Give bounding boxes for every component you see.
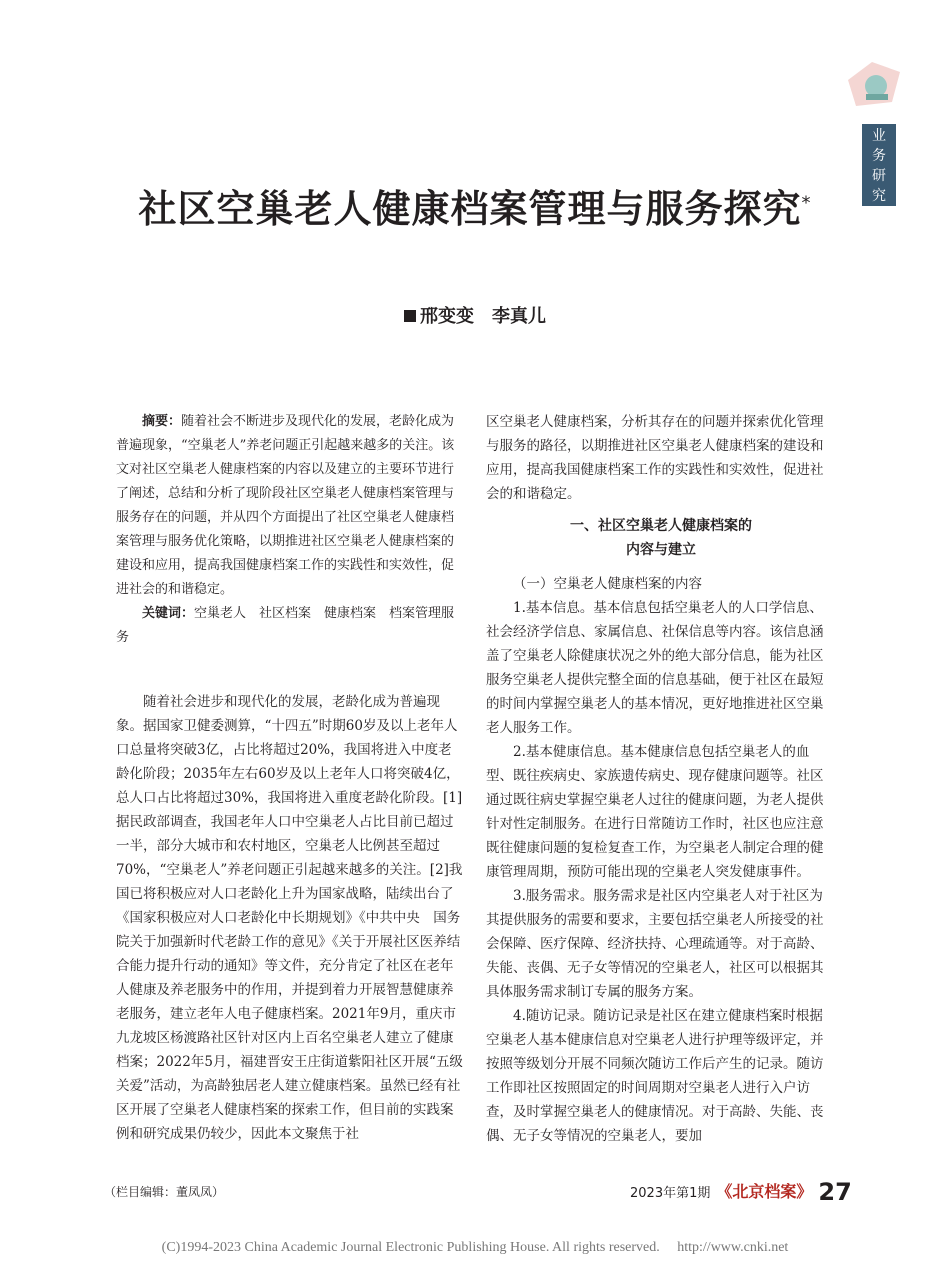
section-heading-line-1: 一、社区空巢老人健康档案的 (570, 518, 752, 534)
decorative-logo-icon (842, 58, 906, 110)
subsection-heading: （一）空巢老人健康档案的内容 (513, 576, 702, 592)
keywords-text: 空巢老人 社区档案 健康档案 档案管理服务 (116, 606, 455, 645)
issue-info (630, 1178, 852, 1206)
copyright-notice: (C)1994-2023 China Academic Journal Electronic Publishing House. All rights reserved. http://www.cnki.net (161, 1240, 789, 1255)
abstract (116, 410, 464, 650)
item-paragraph: 2.基本健康信息。基本健康信息包括空巢老人的血型、既往疾病史、家族遗传病史、现存健康问题等。社区通过既往病史掌握空巢老人过往的健康问题，为老人提供针对性定制服务。在进行日常随访工作时，社区也应注意既往健康问题的复检复查工作，为空巢老人制定合理的健康管理周期，预防可能出现的空巢老人突发健康事件。 (486, 744, 824, 880)
abstract-label: 摘要： (142, 414, 182, 429)
keywords-label: 关键词： (142, 606, 195, 621)
left-column-body (116, 690, 464, 1146)
item-paragraph: 3.服务需求。服务需求是社区内空巢老人对于社区为其提供服务的需要和要求，主要包括空巢老人所接受的社会保障、医疗保障、经济扶持、心理疏通等。对于高龄、失能、丧偶、无子女等情况的空巢老人，社区可以根据其具体服务需求制订专属的服务方案。 (486, 888, 824, 1000)
intro-continued-paragraph: 区空巢老人健康档案，分析其存在的问题并探索优化管理与服务的路径，以期推进社区空巢老人健康档案的建设和应用，提高我国健康档案工作的实践性和实效性，促进社会的和谐稳定。 (486, 414, 824, 502)
item-paragraph: 1.基本信息。基本信息包括空巢老人的人口学信息、社会经济学信息、家属信息、社保信息等内容。该信息涵盖了空巢老人除健康状况之外的绝大部分信息，能为社区服务空巢老人提供完整全面的信息基础，便于社区在最短的时间内掌握空巢老人的基本情况，更好地推进社区空巢老人服务工作。 (486, 600, 824, 736)
authors-text: 邢变变 李真儿 (420, 306, 546, 327)
abstract-text: 随着社会不断进步及现代化的发展，老龄化成为普遍现象，“空巢老人”养老问题正引起越来越多的关注。该文对社区空巢老人健康档案的内容以及建立的主要环节进行了阐述，总结和分析了现阶段社区空巢老人健康档案管理与服务存在的问题，并从四个方面提出了社区空巢老人健康档案管理与服务优化策略，以期推进社区空巢老人健康档案的建设和应用，提高我国健康档案工作的实践性和实效性，促进社会的和谐稳定。 (116, 414, 455, 597)
item-paragraph: 4.随访记录。随访记录是社区在建立健康档案时根据空巢老人基本健康信息对空巢老人进行护理等级评定，并按照等级划分开展不同频次随访工作后产生的记录。随访工作即社区按照固定的时间周期对空巢老人进行入户访查，及时掌握空巢老人的健康情况。对于高龄、失能、丧偶、无子女等情况的空巢老人，要加 (486, 1008, 824, 1144)
column-editor: （栏目编辑：董凤凤） (104, 1185, 225, 1199)
right-column-body (486, 410, 836, 1148)
authors (0, 302, 950, 328)
article-title-text: 社区空巢老人健康档案管理与服务探究 (138, 187, 802, 231)
section-tab-label: 业务研究 (872, 128, 886, 204)
section-heading-line-2: 内容与建立 (626, 542, 696, 558)
journal-name: 《北京档案》 (716, 1182, 813, 1201)
author-square-icon (404, 310, 416, 322)
article-title (0, 178, 950, 233)
issue-text: 2023年第1期 (630, 1186, 711, 1201)
page-number: 27 (818, 1178, 852, 1206)
section-heading (486, 514, 836, 562)
title-footnote-mark: * (801, 192, 812, 214)
intro-paragraph: 随着社会进步和现代化的发展，老龄化成为普遍现象。据国家卫健委测算，“十四五”时期60岁及以上老年人口总量将突破3亿，占比将超过20%，我国将进入中度老龄化阶段；2035年左右60岁及以上老年人口将突破4亿，总人口占比将超过30%，我国将进入重度老龄化阶段。[1]据民政部调查，我国老年人口中空巢老人占比目前已超过一半，部分大城市和农村地区，空巢老人比例甚至超过70%，“空巢老人”养老问题正引起越来越多的关注。[2]我国已将积极应对人口老龄化上升为国家战略，陆续出台了《国家积极应对人口老龄化中长期规划》《中共中央 国务院关于加强新时代老龄工作的意见》《关于开展社区医养结合能力提升行动的通知》等文件，充分肯定了社区在老年人健康及养老服务中的作用，并提到着力开展智慧健康养老服务，建立老年人电子健康档案。2021年9月，重庆市九龙坡区杨渡路社区针对区内上百名空巢老人建立了健康档案；2022年5月，福建晋安王庄街道紫阳社区开展“五级关爱”活动，为高龄独居老人建立健康档案。虽然已经有社区开展了空巢老人健康档案的探索工作，但目前的实践案例和研究成果仍较少，因此本文聚焦于社 (116, 694, 463, 1142)
